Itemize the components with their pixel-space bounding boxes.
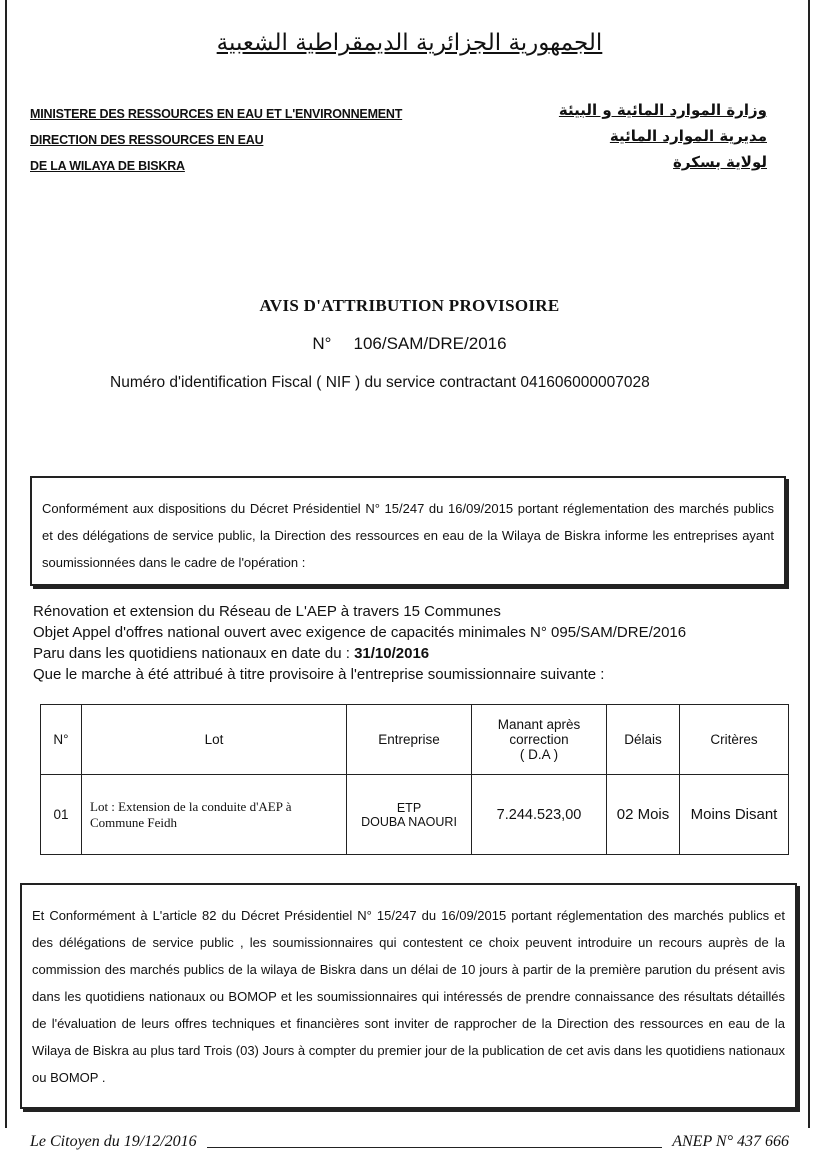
publication-date-value: 31/10/2016 bbox=[354, 645, 430, 662]
notice-title: AVIS D'ATTRIBUTION PROVISOIRE bbox=[259, 296, 560, 315]
cell-delais: 02 Mois bbox=[607, 775, 680, 855]
anep-number: ANEP N° 437 666 bbox=[672, 1133, 789, 1150]
intro-box bbox=[30, 476, 786, 586]
wilaya-line: DE LA WILAYA DE BISKRA bbox=[30, 159, 185, 173]
tender-object: Objet Appel d'offres national ouvert avec exigence de capacités minimales N° 095/SAM/DRE/2016 bbox=[33, 624, 687, 641]
cell-entreprise-line2: DOUBA NAOURI bbox=[361, 814, 457, 829]
ministry-line: MINISTERE DES RESSOURCES EN EAU ET L'ENVIRONNEMENT bbox=[30, 107, 403, 121]
recourse-box bbox=[20, 883, 797, 1109]
cell-lot bbox=[82, 775, 347, 855]
nif-line: Numéro d'identification Fiscal ( NIF ) du service contractant 041606000007028 bbox=[110, 374, 650, 391]
header-lot: Lot bbox=[82, 705, 347, 775]
recourse-text: Et Conformément à L'article 82 du Décret Présidentiel N° 15/247 du 16/09/2015 portant réglementation des marchés publics et des délégations de service public , les soumissionnaires qui contestent ce choix peuvent introduire un recours auprès de la commission des marchés publics de la wilaya de Biskra dans un délai de 10 jours à partir de la première parution du présent avis dans les quotidiens nationaux ou BOMOP et les soumissionnaires qui intéressés de prendre connaissance des résultats détaillés de l'évaluation de leurs offres techniques et financières sont inviter de rapprocher de la Direction des ressources en eau de la Wilaya de Biskra au plus tard Trois (03) Jours à compter du premier jour de la publication de cet avis dans les quotidiens nationaux ou BOMOP . bbox=[32, 908, 785, 1085]
operation-title: Rénovation et extension du Réseau de L'AEP à travers 15 Communes bbox=[33, 603, 501, 620]
cell-num: 01 bbox=[41, 775, 82, 855]
header-entreprise: Entreprise bbox=[347, 705, 472, 775]
cell-montant: 7.244.523,00 bbox=[472, 775, 607, 855]
attribution-table bbox=[40, 704, 789, 855]
ministry-line-ar: وزارة الموارد المائية و البيئة bbox=[558, 101, 767, 119]
number-prefix: N° bbox=[312, 334, 332, 353]
notice-number bbox=[0, 334, 819, 354]
header-montant-line1: Manant après bbox=[497, 717, 581, 732]
cell-entreprise-line1: ETP bbox=[396, 800, 422, 815]
direction-line: DIRECTION DES RESSOURCES EN EAU bbox=[30, 133, 264, 147]
arabic-republic-title: الجمهورية الجزائرية الديمقراطية الشعبية bbox=[216, 30, 603, 56]
header-num: N° bbox=[41, 705, 82, 775]
wilaya-line-ar: لولاية بسكرة bbox=[673, 153, 767, 171]
publication-date bbox=[33, 643, 686, 664]
intro-text: Conformément aux dispositions du Décret Présidentiel N° 15/247 du 16/09/2015 portant réglementation des marchés publics et des délégations de service public, la Direction des ressources en eau de la Wilaya de Biskra informe les entreprises ayant soumissionnées dans le cadre de l'opération : bbox=[42, 501, 774, 570]
publication-footer bbox=[30, 1133, 789, 1151]
operation-details bbox=[33, 601, 686, 685]
cell-criteres: Moins Disant bbox=[680, 775, 789, 855]
attribution-sentence: Que le marche à été attribué à titre provisoire à l'entreprise soumissionnaire suivante : bbox=[33, 666, 605, 683]
direction-line-ar: مديرية الموارد المائية bbox=[609, 127, 767, 145]
number-value: 106/SAM/DRE/2016 bbox=[353, 334, 507, 353]
cell-lot-line2: Commune Feidh bbox=[90, 814, 178, 830]
header-montant-line3: ( D.A ) bbox=[519, 747, 559, 762]
table-header-row bbox=[41, 705, 789, 775]
table-row bbox=[41, 775, 789, 855]
header-delais: Délais bbox=[607, 705, 680, 775]
header-criteres: Critères bbox=[680, 705, 789, 775]
publication-prefix: Paru dans les quotidiens nationaux en date du : bbox=[33, 645, 355, 662]
ministry-header-french bbox=[30, 101, 402, 179]
ministry-header-arabic bbox=[559, 97, 767, 175]
footer-divider bbox=[207, 1137, 663, 1148]
newspaper-date: Le Citoyen du 19/12/2016 bbox=[30, 1133, 197, 1150]
header-montant-line2: correction bbox=[509, 732, 569, 747]
cell-lot-line1: Lot : Extension de la conduite d'AEP à bbox=[90, 798, 292, 814]
header-montant bbox=[472, 705, 607, 775]
cell-entreprise bbox=[347, 775, 472, 855]
